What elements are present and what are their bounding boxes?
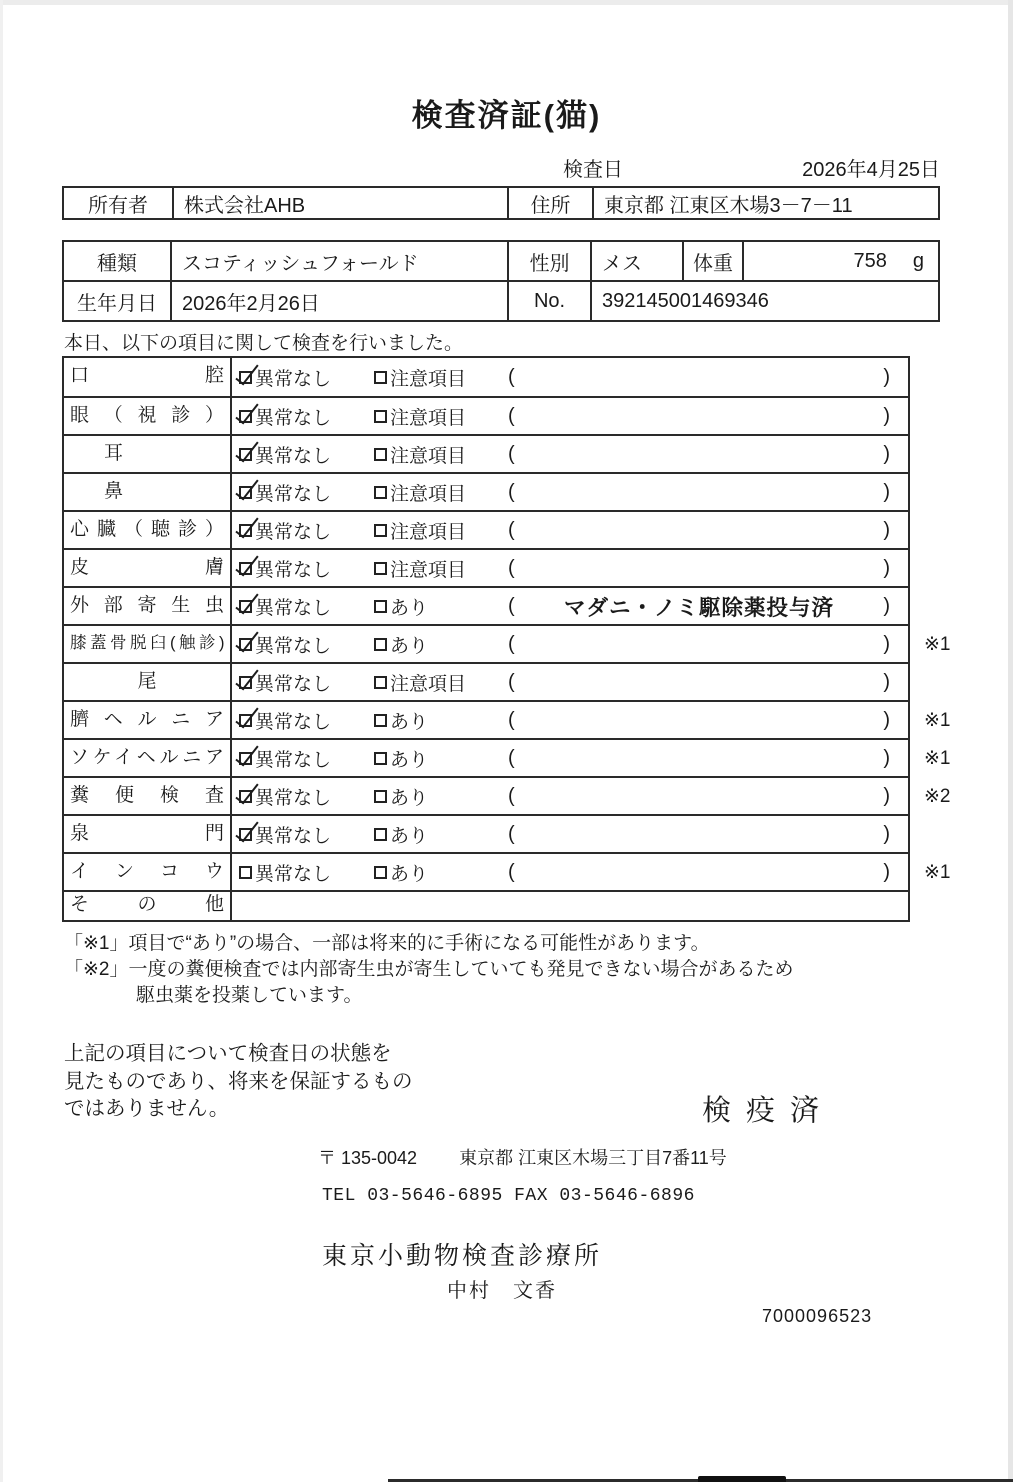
pet-table	[62, 240, 940, 322]
pet-table-row-1	[64, 242, 938, 280]
option-flag	[367, 436, 502, 472]
clinic-tel-fax: TEL 03-5646-6895 FAX 03-5646-6896	[322, 1186, 695, 1206]
weight-value-cell	[742, 242, 938, 280]
checkbox-flag	[374, 714, 387, 727]
exam-row-mouth	[64, 358, 908, 396]
exam-item-label: 皮膚	[64, 550, 232, 586]
scan-edge-top	[0, 0, 1013, 5]
document-title: 検査済証(猫)	[411, 98, 602, 133]
checkbox-normal	[239, 524, 252, 537]
disclaimer-line-1: 上記の項目について検査日の状態を	[64, 1042, 392, 1065]
checkbox-flag	[374, 676, 387, 689]
checkbox-normal	[239, 600, 252, 613]
exam-item-label: 泉門	[64, 816, 232, 852]
exam-row-external-parasites	[64, 586, 908, 624]
paren-close: )	[883, 822, 890, 845]
checkbox-flag	[374, 448, 387, 461]
inspection-date-label: 検査日	[563, 159, 623, 181]
intro-text: 本日、以下の項目に関して検査を行いました。	[64, 333, 464, 354]
checkbox-normal	[239, 562, 252, 575]
remarks-field	[502, 588, 908, 624]
paren-open: (	[508, 556, 515, 579]
sex-value: メス	[590, 242, 682, 280]
checkbox-flag-label: あり	[390, 635, 429, 657]
paren-open: (	[508, 670, 515, 693]
paren-close: )	[883, 632, 890, 655]
scan-edge-right	[1008, 0, 1013, 1482]
exam-item-label: その他	[64, 892, 232, 920]
footnotes	[64, 931, 794, 1009]
checkbox-normal	[239, 410, 252, 423]
veterinarian-name: 中村 文香	[447, 1280, 557, 1302]
checkbox-normal-label: 異常なし	[255, 635, 332, 657]
checkbox-normal	[239, 828, 252, 841]
pet-table-row-2	[64, 280, 938, 320]
exam-row-inkou	[64, 852, 951, 890]
checkbox-flag-label: 注意項目	[390, 445, 467, 467]
checkbox-normal-label: 異常なし	[255, 521, 332, 543]
option-flag	[367, 358, 502, 396]
weight-unit: g	[912, 249, 924, 272]
checkbox-normal-label: 異常なし	[255, 597, 332, 619]
checkbox-flag	[374, 790, 387, 803]
paren-close: )	[883, 594, 890, 617]
option-flag	[367, 740, 502, 776]
checkbox-normal	[239, 486, 252, 499]
paren-close: )	[883, 404, 890, 427]
exam-row-tail	[64, 662, 908, 700]
scan-artifact-blob	[698, 1476, 786, 1482]
exam-item-label: ソケイヘルニア	[64, 740, 232, 776]
paren-open: (	[508, 860, 515, 883]
checkbox-flag	[374, 410, 387, 423]
postal-code: 〒 135-0042	[318, 1148, 418, 1168]
paren-open: (	[508, 404, 515, 427]
checkbox-flag	[374, 600, 387, 613]
remarks-field	[502, 474, 908, 510]
option-normal	[232, 512, 367, 548]
paren-close: )	[883, 784, 890, 807]
remarks-field	[502, 550, 908, 586]
checkbox-flag-label: あり	[390, 597, 429, 619]
option-normal	[232, 626, 367, 662]
checkbox-normal	[239, 638, 252, 651]
checkbox-flag-label: あり	[390, 787, 429, 809]
checkbox-normal-label: 異常なし	[255, 407, 332, 429]
clinic-address-line	[318, 1144, 727, 1170]
exam-row-inguinal-hernia	[64, 738, 951, 776]
empty-cell	[232, 892, 908, 920]
exam-row-eyes	[64, 396, 908, 434]
paren-open: (	[508, 632, 515, 655]
checkbox-flag-label: あり	[390, 863, 429, 885]
footnote-2-continued: 駆虫薬を投薬しています。	[136, 985, 363, 1006]
exam-row-umbilical-hernia	[64, 700, 951, 738]
paren-close: )	[883, 518, 890, 541]
paren-close: )	[883, 480, 890, 503]
scan-edge-left	[0, 0, 3, 1482]
paren-open: (	[508, 442, 515, 465]
owner-table	[62, 186, 940, 220]
option-flag	[367, 816, 502, 852]
checkbox-normal-label: 異常なし	[255, 673, 332, 695]
owner-label: 所有者	[88, 194, 148, 217]
exam-row-ears	[64, 434, 908, 472]
exam-row-heart	[64, 510, 908, 548]
exam-item-label: 外部寄生虫	[64, 588, 232, 624]
footnote-mark: ※1	[924, 710, 951, 731]
exam-item-label: 糞便検査	[64, 778, 232, 814]
disclaimer-line-2: 見たものであり、将来を保証するもの	[64, 1069, 413, 1093]
paren-open: (	[508, 365, 515, 388]
option-normal	[232, 474, 367, 510]
remarks-field	[502, 358, 908, 396]
paren-close: )	[883, 670, 890, 693]
exam-item-label: インコウ	[64, 854, 232, 890]
option-flag	[367, 664, 502, 700]
checkbox-normal	[239, 866, 252, 879]
exam-row-other	[64, 890, 908, 920]
microchip-no-label: No.	[507, 282, 590, 320]
checkbox-normal-label: 異常なし	[255, 825, 332, 847]
checkbox-flag-label: 注意項目	[390, 673, 467, 695]
address-label: 住所	[507, 188, 592, 218]
microchip-no-value: 392145001469346	[590, 282, 938, 320]
remarks-text: マダニ・ノミ駆除薬投与済	[563, 595, 834, 620]
checkbox-normal	[239, 752, 252, 765]
checkbox-normal	[239, 714, 252, 727]
sex-label: 性別	[507, 242, 590, 280]
paren-open: (	[508, 784, 515, 807]
clinic-address: 東京都 江東区木場三丁目7番11号	[459, 1148, 727, 1168]
exam-row-fecal-test	[64, 776, 951, 814]
checkbox-normal	[239, 790, 252, 803]
checkbox-flag-label: 注意項目	[390, 521, 467, 543]
remarks-field	[502, 626, 908, 662]
exam-row-nose	[64, 472, 908, 510]
paren-close: )	[883, 746, 890, 769]
footnote-mark: ※2	[924, 786, 951, 807]
disclaimer-line-3: ではありません。	[64, 1097, 230, 1120]
checkbox-flag	[374, 638, 387, 651]
option-flag	[367, 512, 502, 548]
checkbox-normal	[239, 448, 252, 461]
exam-item-label: 尾	[64, 664, 232, 700]
checkbox-normal-label: 異常なし	[255, 749, 332, 771]
option-normal	[232, 816, 367, 852]
checkbox-normal-label: 異常なし	[255, 711, 332, 733]
checkbox-flag-label: 注意項目	[390, 407, 467, 429]
option-normal	[232, 702, 367, 738]
option-normal	[232, 398, 367, 434]
option-flag	[367, 702, 502, 738]
paren-open: (	[508, 822, 515, 845]
option-normal	[232, 588, 367, 624]
weight-value: 758	[853, 249, 887, 272]
exam-item-label: 心臓（聴診）	[64, 512, 232, 548]
checkbox-flag-label: 注意項目	[390, 559, 467, 581]
checkbox-flag	[374, 486, 387, 499]
exam-item-label: 鼻	[64, 474, 232, 510]
checkbox-normal-label: 異常なし	[255, 787, 332, 809]
owner-value: 株式会社AHB	[172, 188, 507, 218]
exam-row-patellar-luxation	[64, 624, 951, 662]
remarks-field	[502, 664, 908, 700]
checkbox-flag-label: 注意項目	[390, 368, 467, 390]
checkbox-flag	[374, 752, 387, 765]
checkbox-flag	[374, 866, 387, 879]
paren-close: )	[883, 860, 890, 883]
option-normal	[232, 740, 367, 776]
option-flag	[367, 778, 502, 814]
remarks-field	[502, 740, 908, 776]
exam-item-label: 眼（視診）	[64, 398, 232, 434]
exam-table	[62, 356, 951, 922]
checkbox-normal	[239, 371, 252, 384]
checkbox-normal-label: 異常なし	[255, 863, 332, 885]
checkbox-flag	[374, 524, 387, 537]
exam-row-skin	[64, 548, 908, 586]
footnote-mark: ※1	[924, 748, 951, 769]
inspection-date-value: 2026年4月25日	[802, 159, 940, 181]
checkbox-flag-label: あり	[390, 711, 429, 733]
paren-open: (	[508, 480, 515, 503]
checkbox-flag	[374, 371, 387, 384]
footnote-mark: ※1	[924, 634, 951, 655]
checkbox-flag-label: あり	[390, 825, 429, 847]
option-flag	[367, 474, 502, 510]
option-flag	[367, 398, 502, 434]
exam-item-label: 口腔	[64, 358, 232, 396]
footnote-mark: ※1	[924, 862, 951, 883]
option-flag	[367, 626, 502, 662]
breed-label: 種類	[97, 252, 137, 275]
birthdate-label: 生年月日	[77, 292, 157, 315]
option-normal	[232, 550, 367, 586]
weight-label: 体重	[682, 242, 742, 280]
option-normal	[232, 778, 367, 814]
clinic-name: 東京小動物検査診療所	[322, 1242, 603, 1270]
remarks-field	[502, 398, 908, 434]
paren-open: (	[508, 518, 515, 541]
paren-open: (	[508, 746, 515, 769]
option-flag	[367, 550, 502, 586]
disclaimer	[64, 1040, 413, 1123]
exam-item-label: 臍ヘルニア	[64, 702, 232, 738]
option-flag	[367, 854, 502, 890]
exam-item-label: 耳	[64, 436, 232, 472]
remarks-field	[502, 436, 908, 472]
option-normal	[232, 664, 367, 700]
remarks-field	[502, 702, 908, 738]
remarks-field	[502, 854, 908, 890]
checkbox-normal-label: 異常なし	[255, 559, 332, 581]
paren-close: )	[883, 708, 890, 731]
quarantine-stamp: 検疫済	[702, 1095, 835, 1127]
exam-row-fontanelle	[64, 814, 908, 852]
footnote-1: 「※1」項目で“あり”の場合、一部は将来的に手術になる可能性があります。	[64, 933, 710, 954]
option-normal	[232, 358, 367, 396]
paren-open: (	[508, 708, 515, 731]
checkbox-normal-label: 異常なし	[255, 368, 332, 390]
birthdate-value: 2026年2月26日	[170, 282, 507, 320]
remarks-field	[502, 816, 908, 852]
checkbox-flag-label: あり	[390, 749, 429, 771]
option-normal	[232, 436, 367, 472]
checkbox-normal-label: 異常なし	[255, 445, 332, 467]
checkbox-normal-label: 異常なし	[255, 483, 332, 505]
checkbox-flag	[374, 562, 387, 575]
paren-close: )	[883, 365, 890, 388]
option-flag	[367, 588, 502, 624]
option-normal	[232, 854, 367, 890]
address-value: 東京都 江東区木場3－7－11	[592, 188, 938, 218]
paren-open: (	[508, 594, 515, 617]
checkbox-normal	[239, 676, 252, 689]
checkbox-flag	[374, 828, 387, 841]
exam-item-label: 膝蓋骨脱臼(触診)	[64, 626, 232, 662]
serial-number: 7000096523	[762, 1306, 873, 1326]
paren-close: )	[883, 442, 890, 465]
breed-value: スコティッシュフォールド	[170, 242, 507, 280]
footnote-2: 「※2」一度の糞便検査では内部寄生虫が寄生していても発見できない場合があるため	[64, 959, 794, 980]
checkbox-flag-label: 注意項目	[390, 483, 467, 505]
remarks-field	[502, 778, 908, 814]
paren-close: )	[883, 556, 890, 579]
remarks-field	[502, 512, 908, 548]
